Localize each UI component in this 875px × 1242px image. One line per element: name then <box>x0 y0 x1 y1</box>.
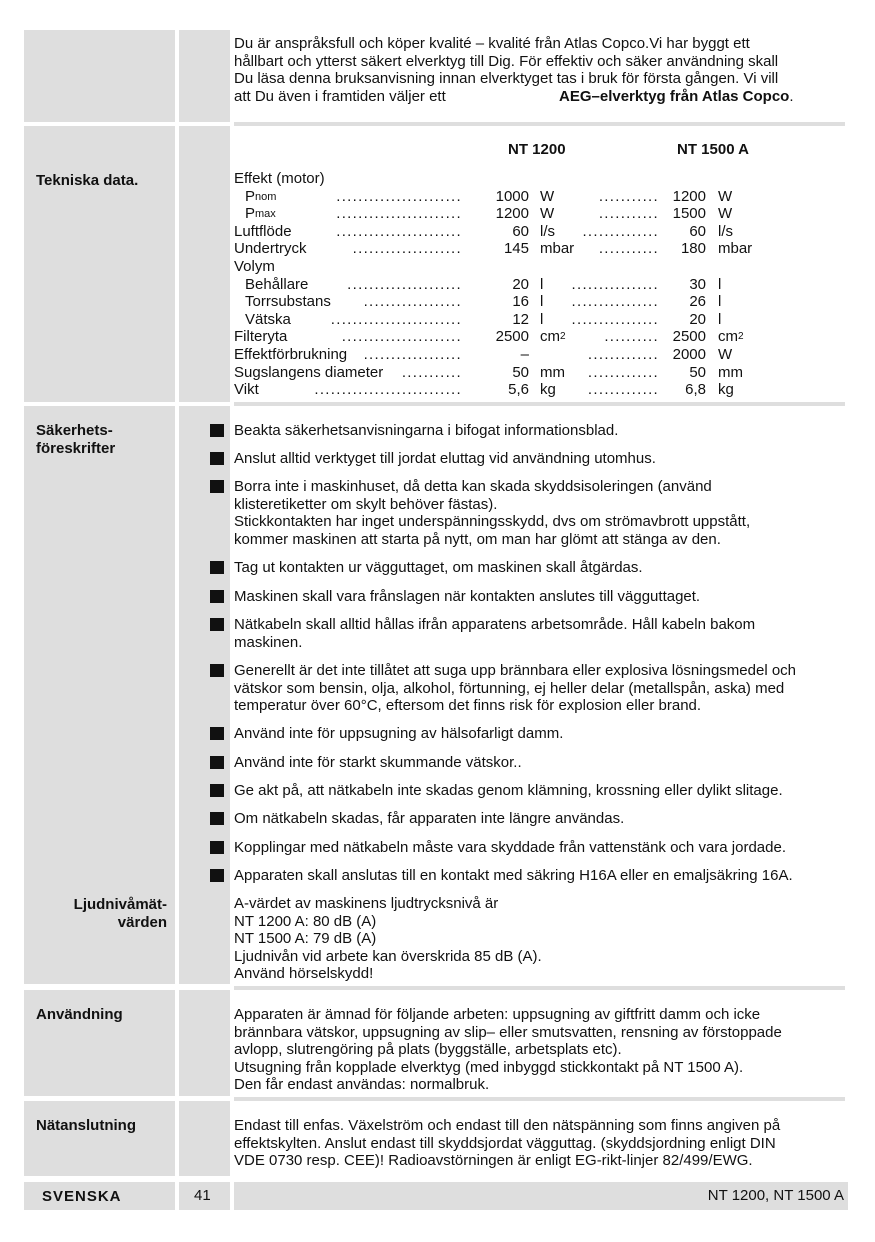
spec-value-1: 2500 <box>495 328 529 346</box>
spec-dots: .............. <box>582 222 659 240</box>
usage-side-b <box>179 990 230 1096</box>
mains-side-b <box>179 1101 230 1176</box>
spec-value-1: 145 <box>503 240 529 258</box>
spec-value-1: 20 <box>512 275 529 293</box>
safety-item-line: kommer maskinen att starta på nytt, om man har glömt att stänga av den. <box>234 530 721 548</box>
spec-dots: ........... <box>598 205 659 223</box>
spec-dots: ....................... <box>336 187 462 205</box>
usage-text <box>234 1006 846 1094</box>
noise-line: NT 1500 A: 79 dB (A) <box>234 930 377 948</box>
safety-item <box>234 810 846 828</box>
intro-brand: AEG–elverktyg från Atlas Copco. <box>559 87 794 105</box>
spec-label: P nom <box>245 187 277 205</box>
spec-unit-2: mbar <box>718 240 753 258</box>
spec-value-2: 20 <box>689 310 706 328</box>
spec-label: Behållare <box>245 275 309 293</box>
safety-item <box>234 559 846 577</box>
spec-unit-2: mm <box>718 363 743 381</box>
spec-row <box>234 170 834 188</box>
spec-dots: ........... <box>598 187 659 205</box>
bullet-icon <box>210 664 224 677</box>
intro-line-start: att Du även i framtiden väljer ett <box>234 87 446 105</box>
footer-language: SVENSKA <box>42 1188 122 1205</box>
tech-title: Tekniska data. <box>36 172 139 189</box>
safety-item <box>234 839 846 857</box>
col2-header: NT 1500 A <box>677 141 749 158</box>
spec-value-2: 2500 <box>672 328 706 346</box>
footer-language-box <box>24 1182 175 1210</box>
safety-item-line: Tag ut kontakten ur vägguttaget, om maskinen skall åtgärdas. <box>234 559 643 576</box>
rule-4 <box>234 1097 845 1101</box>
spec-label-subscript: nom <box>255 190 277 203</box>
spec-unit-2: l <box>718 275 722 293</box>
safety-item-line: Ge akt på, att nätkabeln inte skadas genom klämning, krossning eller dylikt slitage. <box>234 782 783 799</box>
usage-line: avlopp, slutrengöring på plats (byggställe, arbetsplats etc). <box>234 1041 622 1059</box>
spec-unit-2: l <box>718 293 722 311</box>
mains-line: VDE 0730 resp. CEE)! Radioavstörningen är enligt EG-rikt-linjer 82/499/EWG. <box>234 1152 753 1170</box>
spec-label: Effektförbrukning <box>234 346 348 363</box>
spec-value-2: 6,8 <box>685 381 706 399</box>
safety-item-line: Apparaten skall anslutas till en kontakt med säkring H16A eller en emaljsäkring 16A. <box>234 867 793 884</box>
spec-row <box>234 258 834 276</box>
bullet-icon <box>210 452 224 465</box>
spec-value-1: 1200 <box>495 205 529 223</box>
spec-dots: ........................... <box>314 381 462 399</box>
footer-models: NT 1200, NT 1500 A <box>707 1187 844 1204</box>
spec-label: Luftflöde <box>234 222 292 240</box>
spec-value-2: 60 <box>689 222 706 240</box>
mains-text <box>234 1117 846 1170</box>
intro-line <box>234 88 846 106</box>
spec-row <box>234 205 834 223</box>
spec-value-2: 50 <box>689 363 706 381</box>
spec-label: Effekt (motor) <box>234 170 325 187</box>
spec-value-1: 1000 <box>495 187 529 205</box>
mains-side-a <box>24 1101 175 1176</box>
spec-row <box>234 188 834 206</box>
noise-line: Ljudnivån vid arbete kan överskrida 85 dB (A). <box>234 947 542 965</box>
spec-unit-2: W <box>718 205 733 223</box>
spec-label: P max <box>245 205 276 223</box>
spec-dots: ....................... <box>336 222 462 240</box>
spec-unit-1: l <box>540 293 544 311</box>
spec-value-1: 50 <box>512 363 529 381</box>
safety-item-line: vätskor som bensin, olja, alkohol, förtunning, ej heller delar (metallspån, aska) med <box>234 679 785 697</box>
safety-item <box>234 478 846 548</box>
spec-unit-1: l/s <box>540 222 555 240</box>
spec-dots: ............. <box>587 363 659 381</box>
spec-row <box>234 328 834 346</box>
rule-1 <box>234 122 845 126</box>
spec-label-subscript: max <box>255 208 276 221</box>
safety-item <box>234 662 846 715</box>
bullet-icon <box>210 618 224 631</box>
safety-item <box>234 588 846 606</box>
safety-item <box>234 422 846 440</box>
safety-item-line: Maskinen skall vara frånslagen när kontakten anslutes till vägguttaget. <box>234 588 701 605</box>
noise-line: A-värdet av maskinens ljudtrycksnivå är <box>234 895 499 912</box>
spec-value-2: 2000 <box>672 346 706 363</box>
spec-dots: ....................... <box>336 205 462 223</box>
spec-row <box>234 311 834 329</box>
safety-item-line: Anslut alltid verktyget till jordat eluttag vid användning utomhus. <box>234 450 656 467</box>
spec-dots: ........... <box>598 240 659 258</box>
spec-unit-2: W <box>718 346 733 363</box>
bullet-icon <box>210 727 224 740</box>
spec-dots: ................ <box>571 293 659 311</box>
spec-label: Volym <box>234 258 275 275</box>
mains-line: Endast till enfas. Växelström och endast till den nätspänning som finns angiven på <box>234 1117 781 1134</box>
spec-value-2: 180 <box>680 240 706 258</box>
spec-unit-1: mbar <box>540 240 575 258</box>
spec-label: Undertryck <box>234 240 307 258</box>
spec-row <box>234 276 834 294</box>
safety-item-line: Generellt är det inte tillåtet att suga upp brännbara eller explosiva lösningsmedel och <box>234 662 797 679</box>
spec-unit-superscript: 2 <box>560 331 566 343</box>
spec-dots: .......... <box>604 328 659 346</box>
spec-dots: ................ <box>571 275 659 293</box>
page-number: 41 <box>194 1187 211 1204</box>
usage-line: Utsugning från kopplade elverktyg (med inbyggd stickkontakt på NT 1500 A). <box>234 1058 744 1076</box>
spec-value-2: 30 <box>689 275 706 293</box>
spec-unit-2: l/s <box>718 222 733 240</box>
spec-row <box>234 364 834 382</box>
spec-dots: ...................... <box>341 328 462 346</box>
spec-label: Filteryta <box>234 328 288 346</box>
safety-item <box>234 867 846 885</box>
noise-line: NT 1200 A: 80 dB (A) <box>234 912 377 930</box>
spec-dots: ............. <box>587 381 659 399</box>
spec-unit-1: mm <box>540 363 565 381</box>
spec-dots: ........................ <box>330 310 462 328</box>
intro-side-b <box>179 30 230 122</box>
footer-model-box <box>234 1182 848 1210</box>
spec-unit-2: kg <box>718 381 734 399</box>
safety-item-line: Nätkabeln skall alltid hållas ifrån apparatens arbetsområde. Håll kabeln bakom <box>234 616 756 633</box>
noise-title: Ljudnivåmät- värden <box>73 896 167 931</box>
spec-value-1: 16 <box>512 293 529 311</box>
bullet-icon <box>210 480 224 493</box>
usage-line: Apparaten är ämnad för följande arbeten: uppsugning av giftfritt damm och icke <box>234 1006 761 1023</box>
usage-line: Den får endast användas: normalbruk. <box>234 1076 490 1094</box>
spec-dots: ............. <box>587 346 659 363</box>
safety-item-line: Kopplingar med nätkabeln måste vara skyddade från vattenstänk och vara jordade. <box>234 839 786 856</box>
safety-item-line: Stickkontakten har inget underspänningsskydd, dvs om strömavbrott uppstått, <box>234 513 751 531</box>
spec-row <box>234 293 834 311</box>
spec-value-2: 1200 <box>672 187 706 205</box>
safety-title: Säkerhets- föreskrifter <box>36 422 116 457</box>
intro-text <box>234 35 846 105</box>
spec-unit-superscript: 2 <box>738 331 744 343</box>
safety-item-line: Använd inte för uppsugning av hälsofarligt damm. <box>234 725 564 742</box>
spec-unit-1: kg <box>540 381 556 399</box>
spec-row <box>234 240 834 258</box>
safety-item-line: Använd inte för starkt skummande vätskor.. <box>234 754 522 771</box>
intro-line: Du är anspråksfull och köper kvalité – kvalité från Atlas Copco.Vi har byggt ett <box>234 35 750 52</box>
spec-label: Sugslangens diameter <box>234 363 384 381</box>
spec-value-2: 26 <box>689 293 706 311</box>
intro-line: Du läsa denna bruksanvisning innan elverktyget tas i bruk för första gången. Vi vill <box>234 70 779 88</box>
spec-dots: .................... <box>352 240 462 258</box>
bullet-icon <box>210 756 224 769</box>
spec-label: Vätska <box>245 310 291 328</box>
safety-item-line: temperatur över 60°C, eftersom det finns risk för explosion eller brand. <box>234 697 702 715</box>
intro-side-a <box>24 30 175 122</box>
safety-item-line: Beakta säkerhetsanvisningarna i bifogat informationsblad. <box>234 422 619 439</box>
tech-side-a <box>24 126 175 402</box>
bullet-icon <box>210 812 224 825</box>
bullet-icon <box>210 561 224 574</box>
bullet-icon <box>210 424 224 437</box>
spec-value-1: – <box>520 346 529 363</box>
bullet-icon <box>210 841 224 854</box>
safety-item-line: maskinen. <box>234 633 303 651</box>
spec-unit-2: W <box>718 187 733 205</box>
safety-item <box>234 725 846 743</box>
spec-unit-1: l <box>540 275 544 293</box>
spec-row <box>234 381 834 399</box>
spec-unit-1: cm 2 <box>540 328 566 346</box>
spec-dots: .................. <box>363 346 462 363</box>
spec-dots: .................. <box>363 293 462 311</box>
mains-title: Nätanslutning <box>36 1117 136 1134</box>
spec-unit-1: W <box>540 187 555 205</box>
bullet-icon <box>210 869 224 882</box>
mains-line: effektskylten. Anslut endast till skyddsjordat vägguttag. (skyddsjordning enligt DIN <box>234 1134 776 1152</box>
spec-value-1: 60 <box>512 222 529 240</box>
safety-item <box>234 616 846 651</box>
spec-unit-1: W <box>540 205 555 223</box>
spec-label: Torrsubstans <box>245 293 331 311</box>
rule-2 <box>234 402 845 406</box>
usage-line: brännbara vätskor, uppsugning av slip– eller smutsvatten, rensning av förstoppade <box>234 1023 782 1041</box>
footer-page-box <box>179 1182 230 1210</box>
spec-unit-2: l <box>718 310 722 328</box>
spec-unit-2: cm 2 <box>718 328 744 346</box>
spec-value-1: 5,6 <box>508 381 529 399</box>
noise-text <box>234 895 846 983</box>
spec-unit-1: l <box>540 310 544 328</box>
safety-item <box>234 782 846 800</box>
rule-3 <box>234 986 845 990</box>
spec-row <box>234 223 834 241</box>
safety-item-line: Om nätkabeln skadas, får apparaten inte längre användas. <box>234 810 625 827</box>
bullet-icon <box>210 590 224 603</box>
safety-item-line: klisteretiketter om skylt behöver fästas). <box>234 495 498 513</box>
spec-dots: ................ <box>571 310 659 328</box>
spec-row <box>234 346 834 364</box>
spec-value-1: 12 <box>512 310 529 328</box>
spec-label: Vikt <box>234 381 259 399</box>
intro-line: hållbart och ytterst säkert elverktyg till Dig. För effektiv och säker användning skall <box>234 52 779 70</box>
col1-header: NT 1200 <box>508 141 566 158</box>
safety-item <box>234 450 846 468</box>
safety-item-line: Borra inte i maskinhuset, då detta kan skada skyddsisoleringen (använd <box>234 478 712 495</box>
bullet-icon <box>210 784 224 797</box>
spec-value-2: 1500 <box>672 205 706 223</box>
spec-dots: ........... <box>401 363 462 381</box>
usage-title: Användning <box>36 1006 123 1023</box>
spec-dots: ..................... <box>347 275 462 293</box>
safety-item <box>234 754 846 772</box>
noise-line: Använd hörselskydd! <box>234 965 374 983</box>
